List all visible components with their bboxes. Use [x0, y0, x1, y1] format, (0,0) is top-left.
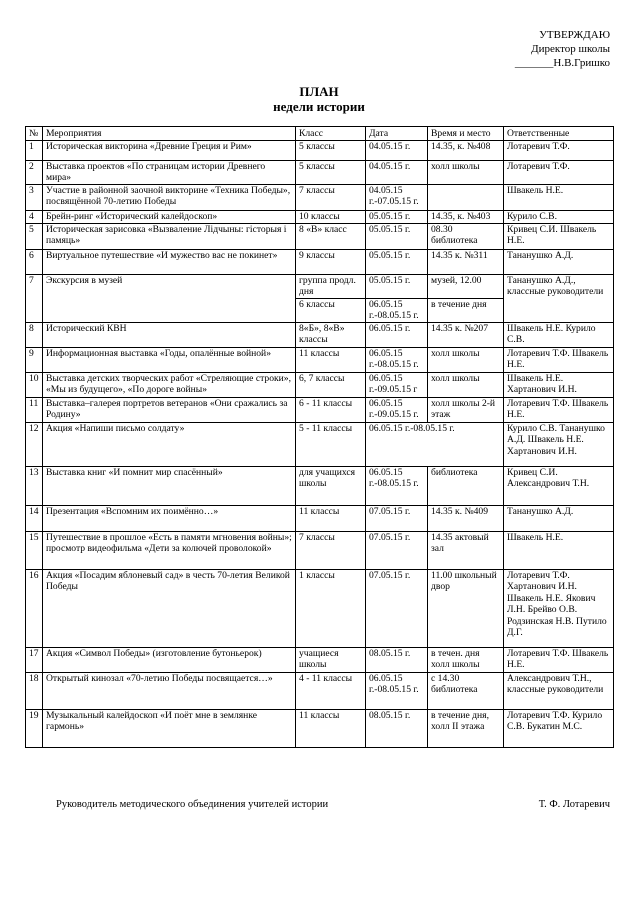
- cell-date: 07.05.15 г.: [366, 569, 428, 647]
- cell-date: 08.05.15 г.: [366, 709, 428, 747]
- cell-class: учащиеся школы: [296, 647, 366, 672]
- cell-date: 06.05.15 г.: [366, 322, 428, 347]
- cell-place: холл школы: [428, 347, 504, 372]
- cell-event: Выставка проектов «По страницам истории Древнего мира»: [43, 160, 296, 184]
- cell-place: [428, 184, 504, 210]
- table-row: [26, 347, 614, 372]
- cell-class: для учащихся школы: [296, 466, 366, 505]
- cell-date: 06.05.15 г.-08.05.15 г.: [366, 672, 428, 709]
- cell-class: 6 - 11 классы: [296, 397, 366, 422]
- approval-signature: _______Н.В.Гришко: [514, 57, 610, 69]
- cell-date: 07.05.15 г.: [366, 505, 428, 531]
- cell-place: 14.35 к. №207: [428, 322, 504, 347]
- cell-date: [366, 274, 428, 322]
- cell-date: 06.05.15 г.-08.05.15 г.: [366, 466, 428, 505]
- header-event: Мероприятия: [43, 127, 296, 141]
- cell-place: 08.30 библиотека: [428, 223, 504, 249]
- cell-date-part: 06.05.15 г.-08.05.15 г.: [366, 298, 427, 322]
- cell-number: 7: [26, 274, 43, 322]
- cell-event: Акция «Напиши письмо солдату»: [43, 422, 296, 466]
- cell-place: с 14.30 библиотека: [428, 672, 504, 709]
- cell-number: 1: [26, 140, 43, 160]
- cell-responsible: Кривец С.И. Александрович Т.Н.: [504, 466, 614, 505]
- cell-class: 11 классы: [296, 505, 366, 531]
- table-header-row: [26, 127, 614, 141]
- cell-responsible: Лотаревич Т.Ф.: [504, 160, 614, 184]
- cell-class: 5 классы: [296, 160, 366, 184]
- cell-place: 11.00 школьный двор: [428, 569, 504, 647]
- cell-number: 19: [26, 709, 43, 747]
- cell-class: 7 классы: [296, 531, 366, 569]
- cell-responsible: Лотаревич Т.Ф. Хартанович И.Н. Швакель Н.Е. Якович Л.Н. Брейво О.В. Родзинская Н.В. Путило Д.Г.: [504, 569, 614, 647]
- cell-event: Экскурсия в музей: [43, 274, 296, 322]
- cell-date: 06.05.15 г.-09.05.15 г: [366, 372, 428, 397]
- cell-number: 13: [26, 466, 43, 505]
- table-row: [26, 466, 614, 505]
- cell-place: холл школы 2-й этаж: [428, 397, 504, 422]
- cell-responsible: Лотаревич Т.Ф. Швакель Н.Е.: [504, 397, 614, 422]
- cell-number: 18: [26, 672, 43, 709]
- footer-position: Руководитель методического объединения учителей истории: [56, 799, 329, 810]
- footer-name: Т. Ф. Лотаревич: [538, 799, 610, 810]
- cell-class: 6, 7 классы: [296, 372, 366, 397]
- cell-number: 2: [26, 160, 43, 184]
- cell-date: 07.05.15 г.: [366, 531, 428, 569]
- cell-date: 06.05.15 г.-08.05.15 г.: [366, 347, 428, 372]
- cell-event: Информационная выставка «Годы, опалённые войной»: [43, 347, 296, 372]
- cell-class: 8 «В» класс: [296, 223, 366, 249]
- cell-event: Брейн-ринг «Исторический калейдоскоп»: [43, 210, 296, 223]
- cell-place: холл школы: [428, 160, 504, 184]
- table-row: [26, 647, 614, 672]
- table-row: [26, 210, 614, 223]
- cell-responsible: Лотаревич Т.Ф. Швакель Н.Е.: [504, 647, 614, 672]
- cell-class: 8«Б», 8«В» классы: [296, 322, 366, 347]
- cell-responsible: Тананушко А.Д.: [504, 249, 614, 274]
- cell-number: 5: [26, 223, 43, 249]
- cell-date: 06.05.15 г.-09.05.15 г.: [366, 397, 428, 422]
- approval-title: УТВЕРЖДАЮ: [539, 29, 610, 41]
- table-row: [26, 372, 614, 397]
- cell-place: холл школы: [428, 372, 504, 397]
- cell-date: 04.05.15 г.: [366, 160, 428, 184]
- table-row: [26, 709, 614, 747]
- cell-responsible: Тананушко А.Д., классные руководители: [504, 274, 614, 322]
- cell-number: 9: [26, 347, 43, 372]
- approval-block: [515, 28, 610, 70]
- cell-number: 14: [26, 505, 43, 531]
- cell-event: Выставка–галерея портретов ветеранов «Они сражались за Родину»: [43, 397, 296, 422]
- cell-class: 10 классы: [296, 210, 366, 223]
- cell-date: 04.05.15 г.-07.05.15 г.: [366, 184, 428, 210]
- cell-responsible: Тананушко А.Д.: [504, 505, 614, 531]
- cell-class-part: группа продл. дня: [299, 274, 356, 297]
- cell-event: Виртуальное путешествие «И мужество вас не покинет»: [43, 249, 296, 274]
- cell-event: Исторический КВН: [43, 322, 296, 347]
- cell-number: 10: [26, 372, 43, 397]
- table-row: [26, 249, 614, 274]
- header-number: №: [26, 127, 43, 141]
- cell-date: 04.05.15 г.: [366, 140, 428, 160]
- table-row: [26, 505, 614, 531]
- cell-place: 14.35 актовый зал: [428, 531, 504, 569]
- cell-place: 14.35, к. №403: [428, 210, 504, 223]
- table-row: [26, 672, 614, 709]
- table-row: [26, 223, 614, 249]
- cell-number: 17: [26, 647, 43, 672]
- cell-number: 16: [26, 569, 43, 647]
- cell-responsible: Лотаревич Т.Ф. Швакель Н.Е.: [504, 347, 614, 372]
- cell-number: 8: [26, 322, 43, 347]
- header-class: Класс: [296, 127, 366, 141]
- document-subtitle: недели истории: [273, 99, 365, 114]
- cell-date-part: 05.05.15 г.: [369, 274, 411, 286]
- cell-event: Путешествие в прошлое «Есть в памяти мгновения войны»; просмотр видеофильма «Дети за колючей проволокой»: [43, 531, 296, 569]
- cell-place-part: в течение дня: [428, 298, 503, 311]
- cell-date: 08.05.15 г.: [366, 647, 428, 672]
- document-title: ПЛАН: [299, 84, 339, 99]
- cell-event: Выставка книг «И помнит мир спасённый»: [43, 466, 296, 505]
- cell-class: 1 классы: [296, 569, 366, 647]
- cell-responsible: Швакель Н.Е.: [504, 531, 614, 569]
- cell-place: [428, 274, 504, 322]
- cell-place: 14.35, к. №408: [428, 140, 504, 160]
- cell-number: 15: [26, 531, 43, 569]
- header-date: Дата: [366, 127, 428, 141]
- cell-date: 05.05.15 г.: [366, 249, 428, 274]
- table-row: [26, 184, 614, 210]
- table-row: [26, 140, 614, 160]
- cell-responsible: Курило С.В. Тананушко А.Д. Швакель Н.Е. Хартанович И.Н.: [504, 422, 614, 466]
- cell-number: 12: [26, 422, 43, 466]
- cell-class: 9 классы: [296, 249, 366, 274]
- cell-event: Презентация «Вспомним их поимённо…»: [43, 505, 296, 531]
- cell-event: Акция «Символ Победы» (изготовление бутоньерок): [43, 647, 296, 672]
- cell-number: 6: [26, 249, 43, 274]
- cell-responsible: Швакель Н.Е. Хартанович И.Н.: [504, 372, 614, 397]
- header-place: Время и место: [428, 127, 504, 141]
- cell-responsible: Курило С.В.: [504, 210, 614, 223]
- table-row: [26, 531, 614, 569]
- cell-event: Открытый кинозал «70-летию Победы посвящается…»: [43, 672, 296, 709]
- cell-place-part: музей, 12.00: [431, 274, 482, 286]
- cell-event: Участие в районной заочной викторине «Техника Победы», посвящённой 70-летию Победы: [43, 184, 296, 210]
- approval-position: Директор школы: [531, 43, 610, 55]
- cell-place: в течение дня, холл II этажа: [428, 709, 504, 747]
- cell-event: Историческая викторина «Древние Греция и Рим»: [43, 140, 296, 160]
- cell-place: библиотека: [428, 466, 504, 505]
- cell-event: Музыкальный калейдоскоп «И поёт мне в землянке гармонь»: [43, 709, 296, 747]
- cell-event: Выставка детских творческих работ «Стреляющие строки», «Мы из будущего», «По дороге войны»: [43, 372, 296, 397]
- cell-responsible: Лотаревич Т.Ф. Курило С.В. Букатин М.С.: [504, 709, 614, 747]
- cell-responsible: Швакель Н.Е. Курило С.В.: [504, 322, 614, 347]
- cell-class: [296, 274, 366, 322]
- table-row: [26, 422, 614, 466]
- plan-table: [25, 126, 614, 748]
- cell-number: 4: [26, 210, 43, 223]
- cell-number: 3: [26, 184, 43, 210]
- table-row: [26, 322, 614, 347]
- cell-number: 11: [26, 397, 43, 422]
- cell-class: 7 классы: [296, 184, 366, 210]
- cell-date: 06.05.15 г.-08.05.15 г.: [366, 422, 504, 466]
- cell-date: 05.05.15 г.: [366, 223, 428, 249]
- table-row: [26, 160, 614, 184]
- cell-class-part: 6 классы: [296, 298, 365, 311]
- cell-class: 11 классы: [296, 347, 366, 372]
- cell-event: Акция «Посадим яблоневый сад» в честь 70-летия Великой Победы: [43, 569, 296, 647]
- table-row: [26, 274, 614, 322]
- cell-class: 11 классы: [296, 709, 366, 747]
- cell-responsible: Александрович Т.Н., классные руководители: [504, 672, 614, 709]
- cell-responsible: Швакель Н.Е.: [504, 184, 614, 210]
- cell-class: 5 классы: [296, 140, 366, 160]
- table-row: [26, 569, 614, 647]
- cell-date: 05.05.15 г.: [366, 210, 428, 223]
- cell-responsible: Кривец С.И. Швакель Н.Е.: [504, 223, 614, 249]
- cell-place: 14.35 к. №409: [428, 505, 504, 531]
- cell-responsible: Лотаревич Т.Ф.: [504, 140, 614, 160]
- cell-place: 14.35 к. №311: [428, 249, 504, 274]
- table-row: [26, 397, 614, 422]
- cell-class: 4 - 11 классы: [296, 672, 366, 709]
- cell-event: Историческая зарисовка «Вызваление Лідчыны: гісторыя і памяць»: [43, 223, 296, 249]
- cell-class: 5 - 11 классы: [296, 422, 366, 466]
- header-responsible: Ответственные: [504, 127, 614, 141]
- cell-place: в течен. дня холл школы: [428, 647, 504, 672]
